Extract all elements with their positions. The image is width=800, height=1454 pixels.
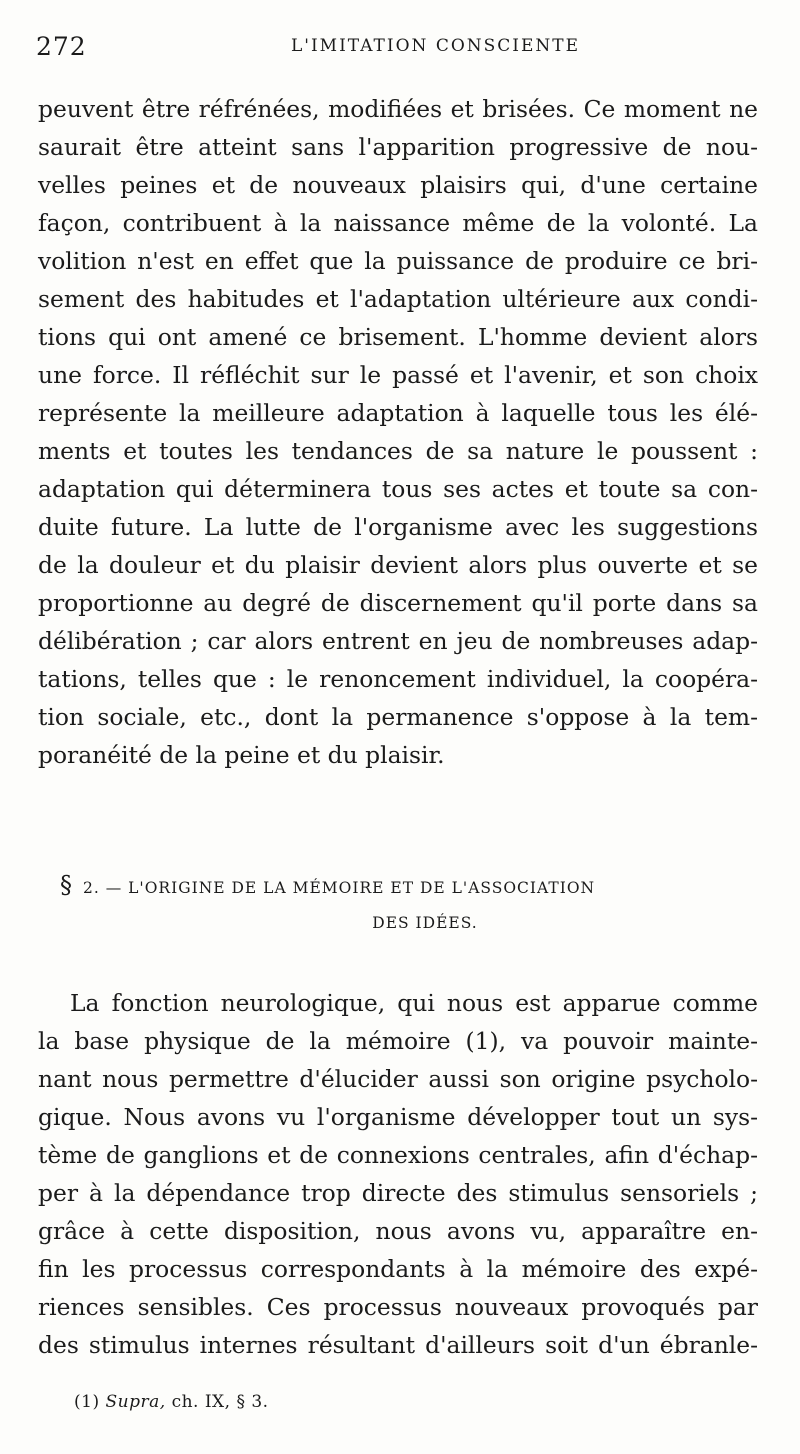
- footnote-marker: (1): [74, 1392, 100, 1412]
- text-line: tème de ganglions et de connexions centrales, afin d'échap-: [38, 1141, 758, 1169]
- text-line: délibération ; car alors entrent en jeu de nombreuses adap-: [38, 627, 758, 655]
- text-line: per à la dépendance trop directe des stimulus sensoriels ;: [38, 1179, 758, 1207]
- text-line: riences sensibles. Ces processus nouveaux provoqués par: [38, 1293, 758, 1321]
- text-line: saurait être atteint sans l'apparition progressive de nou-: [38, 133, 758, 161]
- text-line: La fonction neurologique, qui nous est apparue comme: [70, 989, 758, 1017]
- text-line: gique. Nous avons vu l'organisme développer tout un sys-: [38, 1103, 758, 1131]
- text-line: proportionne au degré de discernement qu'il porte dans sa: [38, 589, 758, 617]
- section-heading: [60, 866, 760, 942]
- text-line: adaptation qui déterminera tous ses actes et toute sa con-: [38, 475, 758, 503]
- paragraph-neurological-function: [38, 984, 758, 1364]
- text-line: nant nous permettre d'élucider aussi son origine psycholo-: [38, 1065, 758, 1093]
- text-line: une force. Il réfléchit sur le passé et l'avenir, et son choix: [38, 361, 758, 389]
- running-head: [36, 32, 756, 62]
- section-sign: §: [60, 871, 73, 899]
- text-line: grâce à cette disposition, nous avons vu, apparaître en-: [38, 1217, 758, 1245]
- footnote: [74, 1392, 269, 1412]
- text-line: poranéité de la peine et du plaisir.: [38, 741, 445, 769]
- text-line: velles peines et de nouveaux plaisirs qui, d'une certaine: [38, 171, 758, 199]
- text-line: tions qui ont amené ce brisement. L'homme devient alors: [38, 323, 758, 351]
- text-line: tations, telles que : le renoncement individuel, la coopéra-: [38, 665, 758, 693]
- section-heading-line: [60, 866, 760, 904]
- text-line: duite future. La lutte de l'organisme avec les suggestions: [38, 513, 758, 541]
- page-number: 272: [36, 32, 87, 61]
- section-title-continued: DES IDÉES.: [372, 914, 478, 932]
- text-line: fin les processus correspondants à la mémoire des expé-: [38, 1255, 758, 1283]
- text-line: de la douleur et du plaisir devient alors plus ouverte et se: [38, 551, 758, 579]
- text-line: sement des habitudes et l'adaptation ultérieure aux condi-: [38, 285, 758, 313]
- text-line: des stimulus internes résultant d'ailleurs soit d'un ébranle-: [38, 1331, 758, 1359]
- paragraph-volition: [38, 90, 758, 774]
- text-line: la base physique de la mémoire (1), va pouvoir mainte-: [38, 1027, 758, 1055]
- footnote-reference: ch. IX, § 3.: [171, 1392, 269, 1412]
- text-line: tion sociale, etc., dont la permanence s'oppose à la tem-: [38, 703, 758, 731]
- running-title: L'IMITATION CONSCIENTE: [291, 36, 581, 56]
- text-line: ments et toutes les tendances de sa nature le poussent :: [38, 437, 758, 465]
- text-line: représente la meilleure adaptation à laquelle tous les élé-: [38, 399, 758, 427]
- section-title: 2. — L'ORIGINE DE LA MÉMOIRE ET DE L'ASSOCIATION: [83, 879, 596, 897]
- text-line: façon, contribuent à la naissance même de la volonté. La: [38, 209, 758, 237]
- footnote-source: Supra,: [105, 1392, 166, 1412]
- text-line: peuvent être réfrénées, modifiées et brisées. Ce moment ne: [38, 95, 758, 123]
- text-line: volition n'est en effet que la puissance de produire ce bri-: [38, 247, 758, 275]
